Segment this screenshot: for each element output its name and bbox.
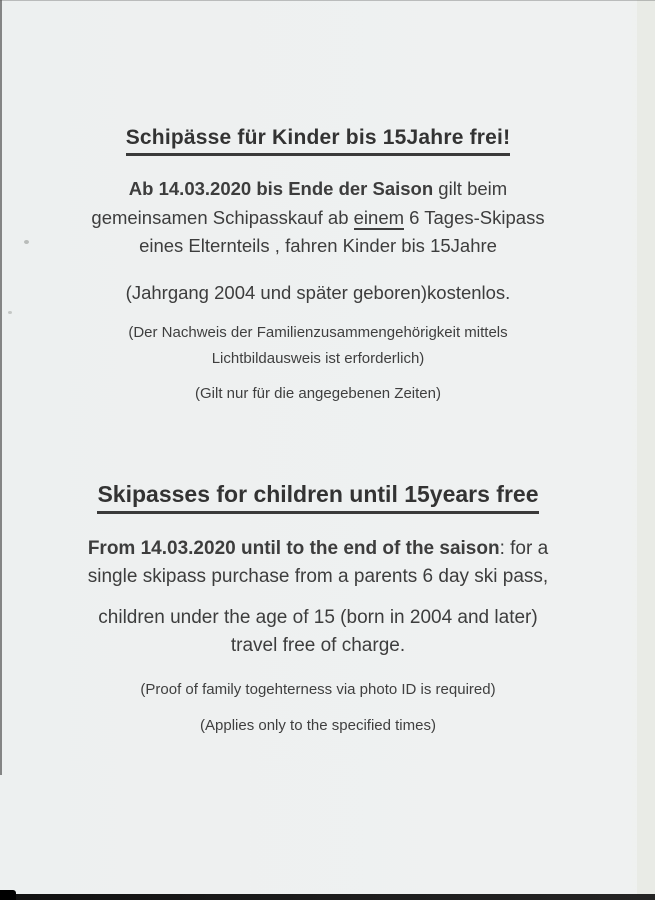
english-p2-line2: travel free of charge. <box>230 635 406 656</box>
scan-dust-speck <box>8 311 12 314</box>
german-title-text: Schipässe für Kinder bis 15Jahre frei! <box>126 126 511 156</box>
german-p1-einem-underlined: einem <box>353 206 405 228</box>
german-section <box>28 126 608 407</box>
english-p1-line1-rest: : for a <box>499 538 549 559</box>
german-p1-line2-post: 6 Tages-Skipass <box>404 206 545 228</box>
german-p1-line1 <box>28 175 608 204</box>
english-p1-line1 <box>28 535 608 563</box>
english-paragraph-children <box>28 604 608 660</box>
flyer-content <box>28 0 608 739</box>
german-note-proof-line2: Lichtbildausweis ist erforderlich) <box>211 350 425 367</box>
english-p1-line2: single skipass purchase from a parents 6 day ski pass, <box>87 566 549 587</box>
german-p1-line3: eines Elternteils , fahren Kinder bis 15Jahre <box>139 235 497 256</box>
english-section <box>28 481 608 739</box>
german-paragraph-birthyear: (Jahrgang 2004 und später geboren)kostenlos. <box>125 281 511 303</box>
english-title-text: Skipasses for children until 15years free <box>97 481 538 514</box>
scan-bottom-left-corner-mark <box>0 890 16 900</box>
english-p2-line1: children under the age of 15 (born in 2004 and later) <box>98 607 538 628</box>
english-p1-date-range: From 14.03.2020 until to the end of the saison <box>87 538 500 559</box>
german-p1-line2 <box>28 204 608 233</box>
scan-left-edge-line <box>0 0 2 775</box>
german-paragraph-main <box>28 175 608 261</box>
scan-dust-speck <box>24 240 29 244</box>
german-title <box>28 126 608 156</box>
german-note-proof-line1: (Der Nachweis der Familienzusammengehörigkeit mittels <box>128 324 508 341</box>
german-p1-line1-rest: gilt beim <box>433 178 508 199</box>
english-paragraph-main <box>28 535 608 591</box>
german-note-proof <box>28 320 608 372</box>
english-note-proof: (Proof of family togehterness via photo ID is required) <box>140 681 496 698</box>
german-note-times: (Gilt nur für die angegebenen Zeiten) <box>195 385 441 402</box>
english-note-times: (Applies only to the specified times) <box>200 717 436 734</box>
english-title <box>28 481 608 514</box>
german-p1-date-range: Ab 14.03.2020 bis Ende der Saison <box>128 178 434 199</box>
scan-bottom-edge-strip <box>0 894 655 900</box>
german-p1-line2-pre: gemeinsamen Schipasskauf ab <box>91 206 354 228</box>
scan-top-edge-line <box>0 0 655 1</box>
scan-right-shade-band <box>637 0 655 900</box>
